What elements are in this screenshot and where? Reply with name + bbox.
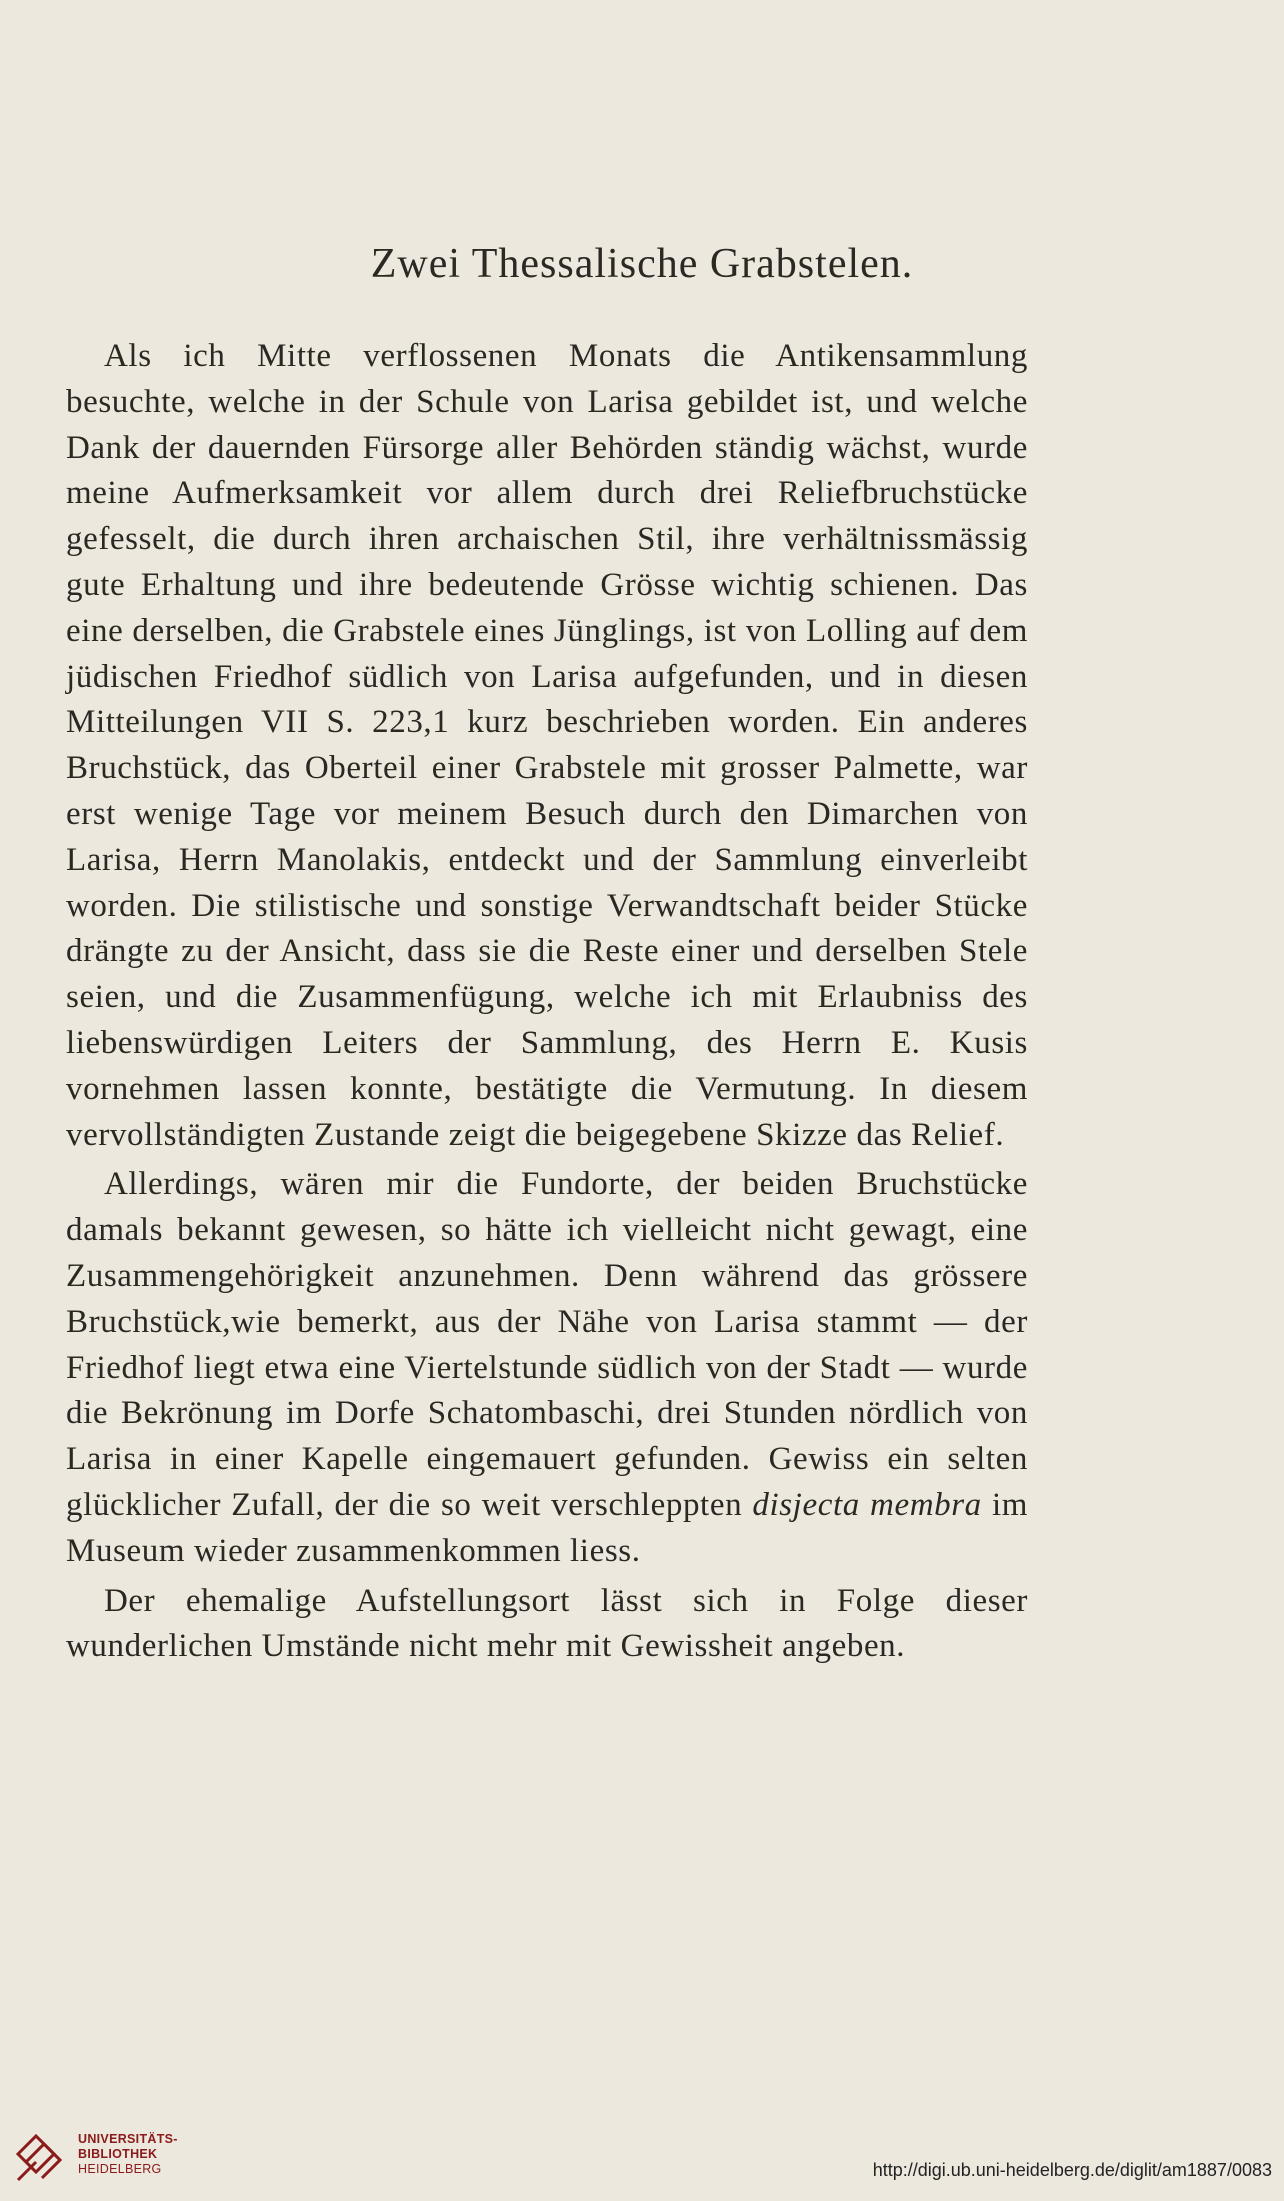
- library-name: [78, 2132, 178, 2177]
- italic-phrase: disjecta membra: [752, 1486, 982, 1523]
- paragraph-2-part-2: im Museum wieder zusammenkommen liess.: [66, 1486, 1029, 1569]
- library-line-1: UNIVERSITÄTS-: [78, 2132, 178, 2146]
- paragraph-2-part-1: Allerdings, wären mir die Fundorte, der beiden Bruchstücke damals bekannt gewesen, so hätte ich vielleicht nicht gewagt, eine Zusammengehörigkeit anzunehmen. Denn während das grössere Bruchstück,wie bemerkt, aus der Nähe von Larisa stammt — der Friedhof liegt etwa eine Viertelstunde südlich von der Stadt — wurde die Bekrönung im Dorfe Schatombaschi, drei Stunden nördlich von Larisa in einer Kapelle eingemauert gefunden. Gewiss ein selten glücklicher Zufall, der die so weit verschleppten: [66, 1166, 1028, 1523]
- library-line-2: BIBLIOTHEK: [78, 2147, 158, 2161]
- source-url-link[interactable]: http://digi.ub.uni-heidelberg.de/diglit/am1887/0083: [872, 2160, 1272, 2180]
- library-logo-icon: [14, 2128, 64, 2184]
- paragraph-3: Der ehemalige Aufstellungsort lässt sich in Folge dieser wunderlichen Umstände nicht mehr mit Gewissheit angeben.: [66, 1582, 1028, 1665]
- library-line-3: HEIDELBERG: [78, 2162, 162, 2176]
- article-body: [66, 334, 1028, 1670]
- footer: [0, 2120, 1284, 2201]
- article-title: Zwei Thessalische Grabstelen.: [370, 241, 914, 287]
- paragraph-1: Als ich Mitte verflossenen Monats die Antikensammlung besuchte, welche in der Schule von Larisa gebildet ist, und welche Dank der dauernden Fürsorge aller Behörden ständig wächst, wurde meine Aufmerksamkeit vor allem durch drei Reliefbruchstücke gefesselt, die durch ihren archaischen Stil, ihre verhältnissmässig gute Erhaltung und ihre bedeutende Grösse wichtig schienen. Das eine derselben, die Grabstele eines Jünglings, ist von Lolling auf dem jüdischen Friedhof südlich von Larisa aufgefunden, und in diesen Mitteilungen VII S. 223,1 kurz beschrieben worden. Ein anderes Bruchstück, das Oberteil einer Grabstele mit grosser Palmette, war erst wenige Tage vor meinem Besuch durch den Dimarchen von Larisa, Herrn Manolakis, entdeckt und der Sammlung einverleibt worden. Die stilistische und sonstige Verwandtschaft beider Stücke drängte zu der Ansicht, dass sie die Reste einer und derselben Stele seien, und die Zusammenfügung, welche ich mit Erlaubniss des liebenswürdigen Leiters der Sammlung, des Herrn E. Kusis vornehmen lassen konnte, bestätigte die Vermutung. In diesem vervollständigten Zustande zeigt die beigegebene Skizze das Relief.: [66, 338, 1028, 1153]
- paragraph-2: [66, 1162, 1028, 1574]
